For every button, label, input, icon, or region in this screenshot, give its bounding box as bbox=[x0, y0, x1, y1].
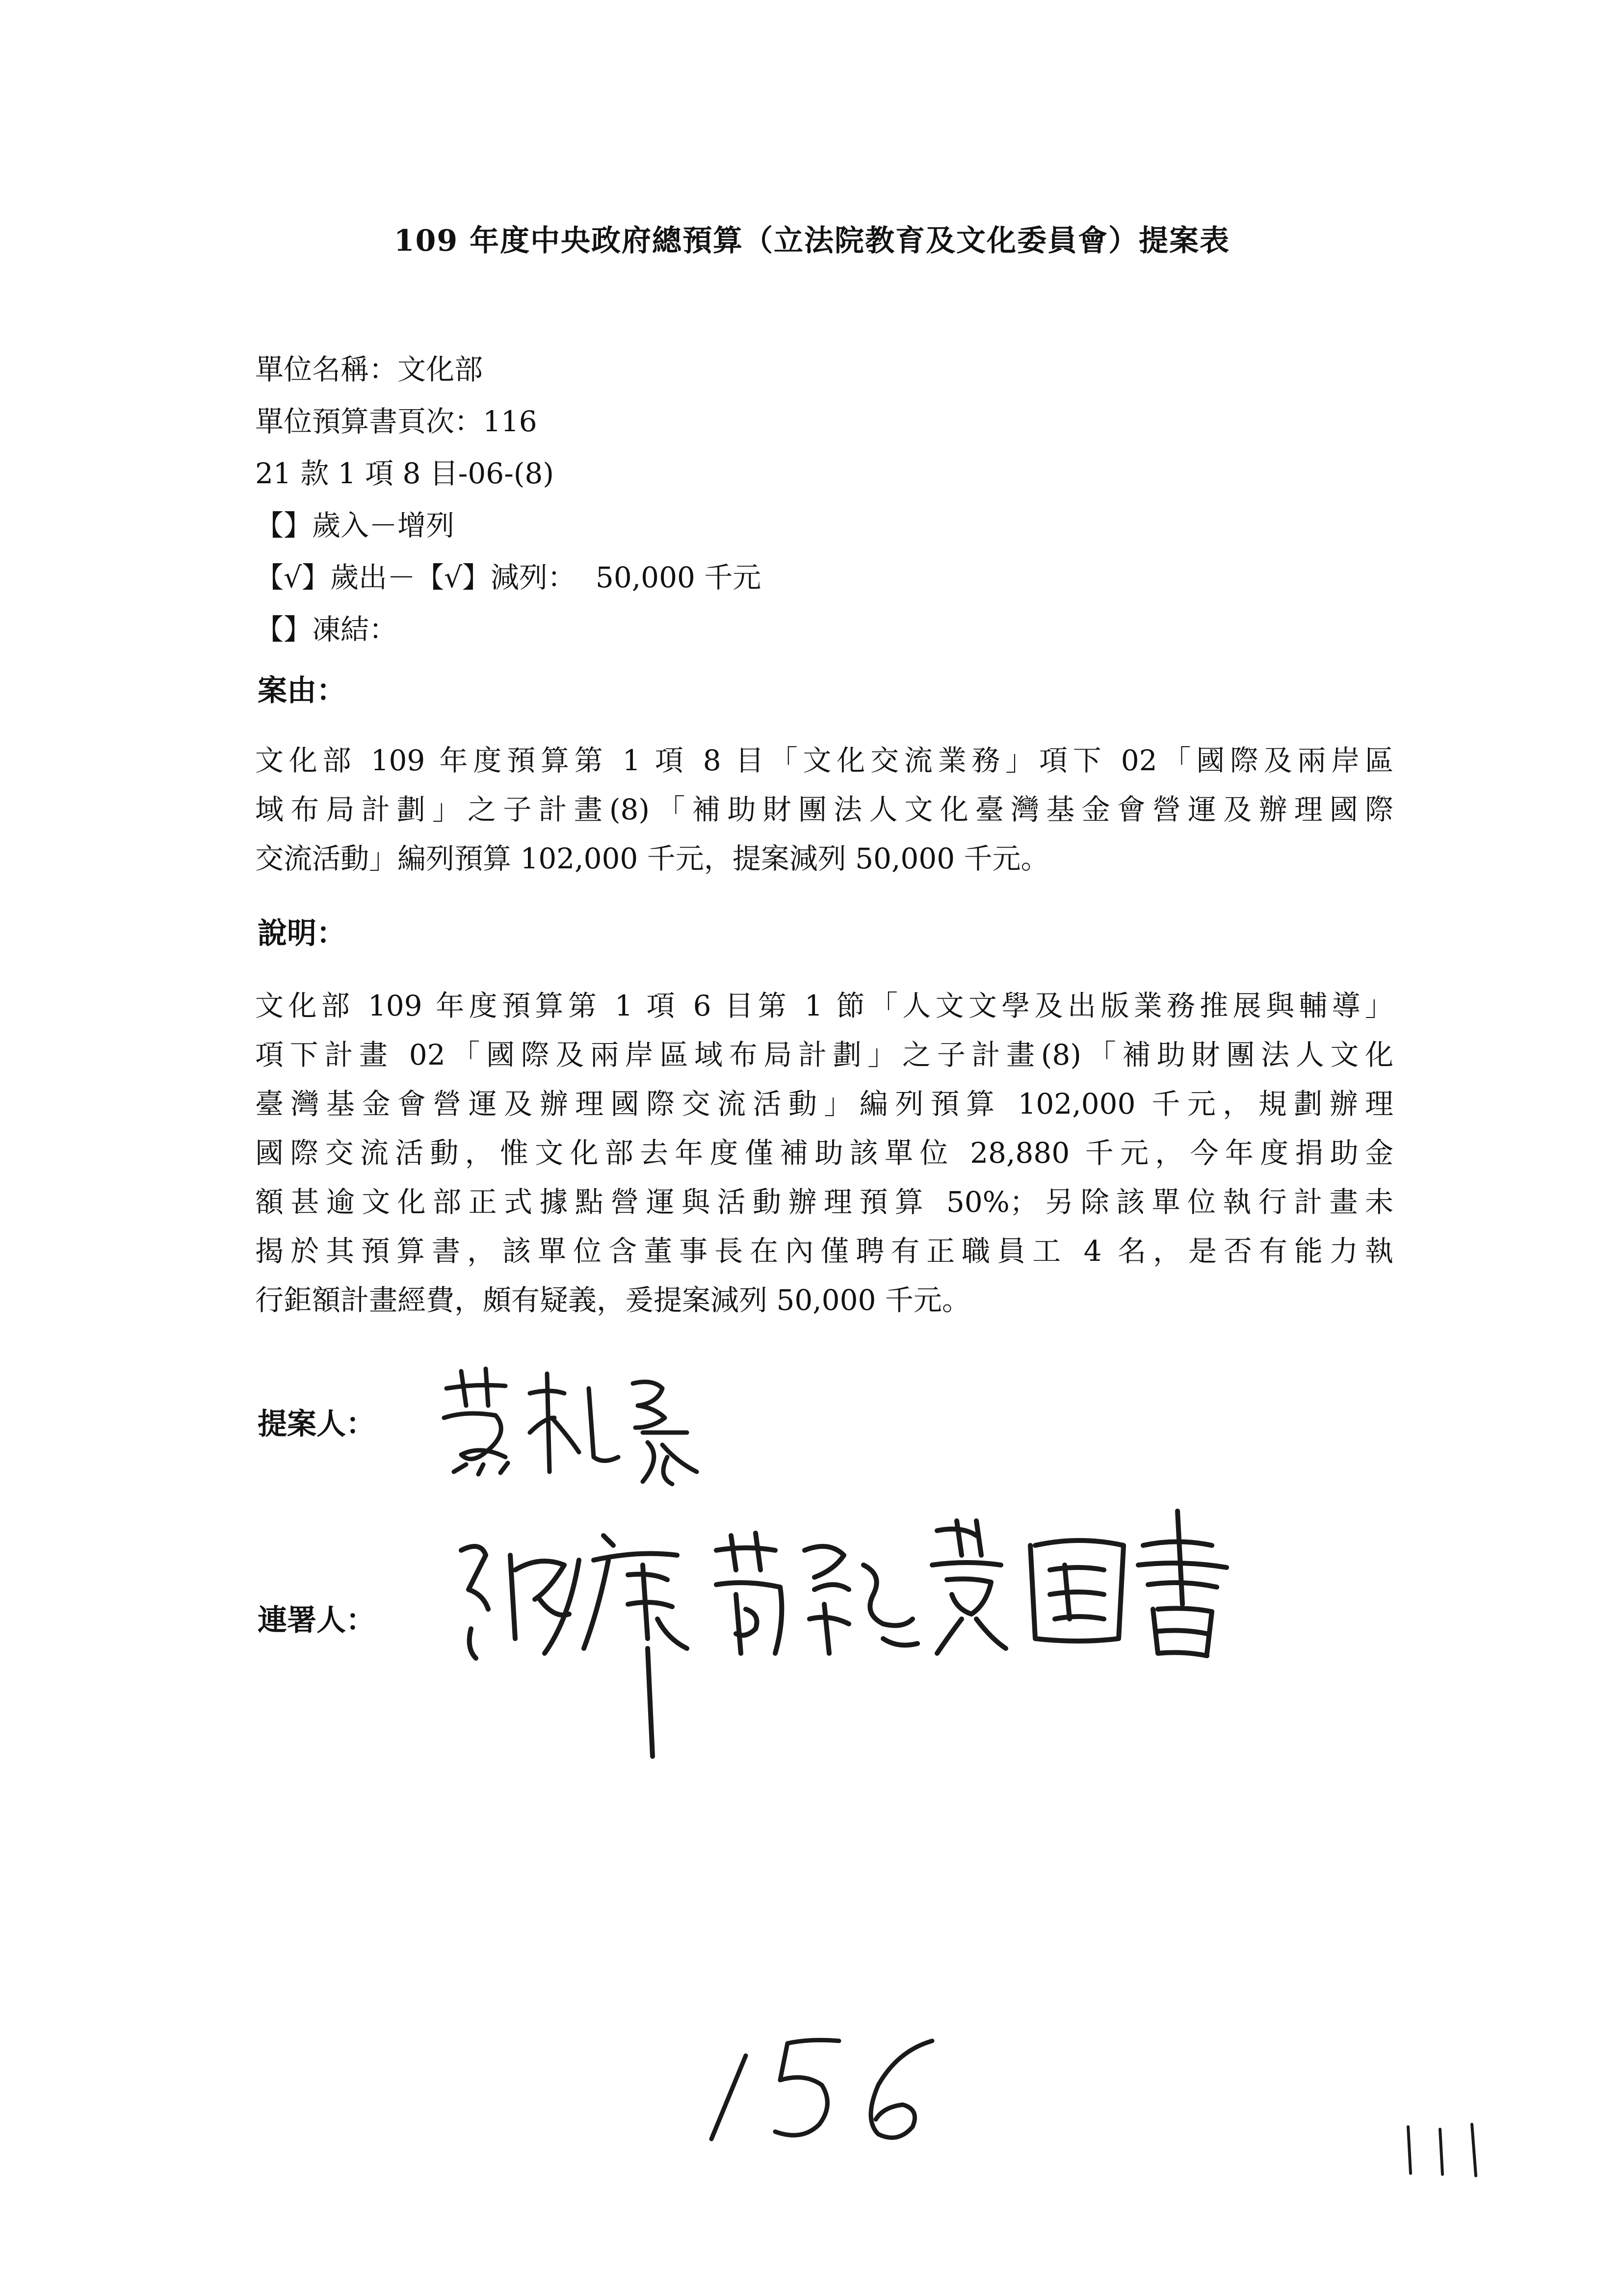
explanation-line: 臺灣基金會營運及辦理國際交流活動」編列預算 102,000 千元，規劃辦理 bbox=[255, 1087, 1393, 1121]
handwritten-tally bbox=[1393, 2119, 1492, 2178]
reason-line: 域布局計劃」之子計畫(8)「補助財團法人文化臺灣基金會營運及辦理國際 bbox=[255, 793, 1393, 826]
unit-name-line: 單位名稱：文化部 bbox=[255, 353, 483, 386]
cosigner-signatures bbox=[442, 1491, 1276, 1786]
reason-line: 文化部 109 年度預算第 1 項 8 目「文化交流業務」項下 02「國際及兩岸區 bbox=[255, 744, 1393, 777]
proposer-label: 提案人： bbox=[258, 1407, 375, 1441]
item-code-line: 21 款 1 項 8 目-06-(8) bbox=[255, 457, 554, 490]
freeze-line: 【】凍結： bbox=[255, 613, 398, 646]
cosigner-label: 連署人： bbox=[258, 1603, 375, 1638]
handwritten-page-number bbox=[702, 2026, 947, 2154]
reason-label: 案由： bbox=[258, 674, 346, 708]
explanation-line: 額甚逾文化部正式據點營運與活動辦理預算 50%；另除該單位執行計畫未 bbox=[255, 1185, 1393, 1219]
expenditure-line bbox=[255, 551, 761, 603]
document-header-block bbox=[255, 343, 761, 655]
explanation-line: 項下計畫 02「國際及兩岸區域布局計劃」之子計畫(8)「補助財團法人文化 bbox=[255, 1038, 1393, 1071]
explanation-line: 文化部 109 年度預算第 1 項 6 目第 1 節「人文文學及出版業務推展與輔導」 bbox=[255, 989, 1393, 1022]
reason-line: 交流活動」編列預算 102,000 千元，提案減列 50,000 千元。 bbox=[255, 842, 1049, 875]
explanation-line: 國際交流活動，惟文化部去年度僅補助該單位 28,880 千元，今年度捐助金 bbox=[255, 1136, 1393, 1170]
reason-paragraph bbox=[255, 736, 1393, 883]
expenditure-checkbox-text: 【√】歲出－【√】減列： bbox=[255, 561, 576, 594]
explanation-label: 說明： bbox=[258, 916, 346, 951]
explanation-line: 行鉅額計畫經費，頗有疑義，爰提案減列 50,000 千元。 bbox=[255, 1283, 970, 1317]
revenue-line: 【】歲入－增列 bbox=[255, 509, 455, 542]
expenditure-amount: 50,000 千元 bbox=[595, 561, 761, 594]
page-title: 109 年度中央政府總預算（立法院教育及文化委員會）提案表 bbox=[393, 224, 1231, 258]
proposer-signature bbox=[432, 1359, 707, 1491]
budget-page-line: 單位預算書頁次：116 bbox=[255, 405, 537, 438]
explanation-paragraph bbox=[255, 981, 1393, 1325]
explanation-line: 揭於其預算書，該單位含董事長在內僅聘有正職員工 4 名，是否有能力執 bbox=[255, 1234, 1393, 1268]
